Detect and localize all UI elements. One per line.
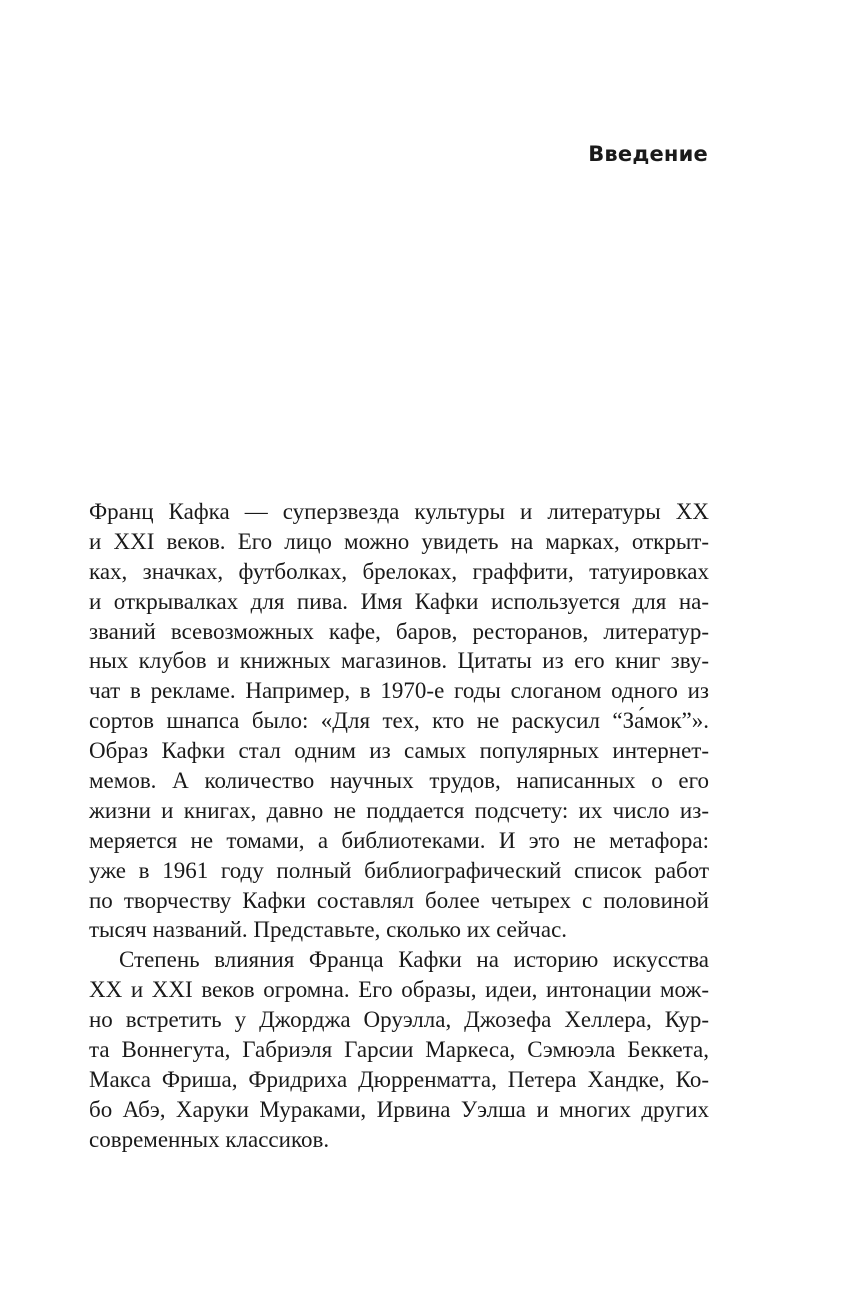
- text-line: но встретить у Джорджа Оруэлла, Джозефа Хеллера, Кур-: [89, 1007, 709, 1033]
- chapter-title: Введение: [588, 142, 708, 166]
- text-line: меряется не томами, а библиотеками. И это не метафора:: [89, 827, 709, 853]
- text-line: мемов. А количество научных трудов, написанных о его: [89, 768, 709, 794]
- text-line: чат в рекламе. Например, в 1970-е годы слоганом одного из: [89, 678, 709, 704]
- text-line: XX и XXI веков огромна. Его образы, идеи, интонации мож-: [89, 977, 709, 1003]
- text-line: ных клубов и книжных магазинов. Цитаты из его книг зву-: [89, 648, 709, 674]
- text-line: та Воннегута, Габриэля Гарсии Маркеса, Сэмюэла Беккета,: [89, 1037, 709, 1063]
- text-line: уже в 1961 году полный библиографический список работ: [89, 857, 709, 883]
- text-line: Макса Фриша, Фридриха Дюрренматта, Петера Хандке, Ко-: [89, 1066, 709, 1092]
- text-line: жизни и книгах, давно не поддается подсчету: их число из-: [89, 797, 709, 823]
- paragraph-2: [89, 945, 709, 1154]
- text-line: ках, значках, футболках, брелоках, граффити, татуировках: [89, 558, 709, 584]
- text-line: Образ Кафки стал одним из самых популярных интернет-: [89, 738, 709, 764]
- text-line: по творчеству Кафки составлял более четырех с половиной: [89, 887, 709, 913]
- text-line: и XXI веков. Его лицо можно увидеть на марках, открыт-: [89, 528, 709, 554]
- text-line: сортов шнапса было: «Для тех, кто не раскусил “За́мок”».: [89, 708, 709, 734]
- text-line: тысяч названий. Представьте, сколько их сейчас.: [89, 917, 568, 943]
- text-line: и открывалках для пива. Имя Кафки используется для на-: [89, 588, 709, 614]
- text-line: бо Абэ, Харуки Мураками, Ирвина Уэлша и многих других: [89, 1096, 709, 1122]
- chapter-body: [89, 497, 709, 1155]
- paragraph-1: [89, 497, 709, 945]
- text-line: званий всевозможных кафе, баров, ресторанов, литератур-: [89, 618, 709, 644]
- text-line: Степень влияния Франца Кафки на историю искусства: [119, 947, 709, 973]
- text-line: Франц Кафка — суперзвезда культуры и литературы XX: [89, 499, 709, 524]
- text-line: современных классиков.: [89, 1126, 330, 1152]
